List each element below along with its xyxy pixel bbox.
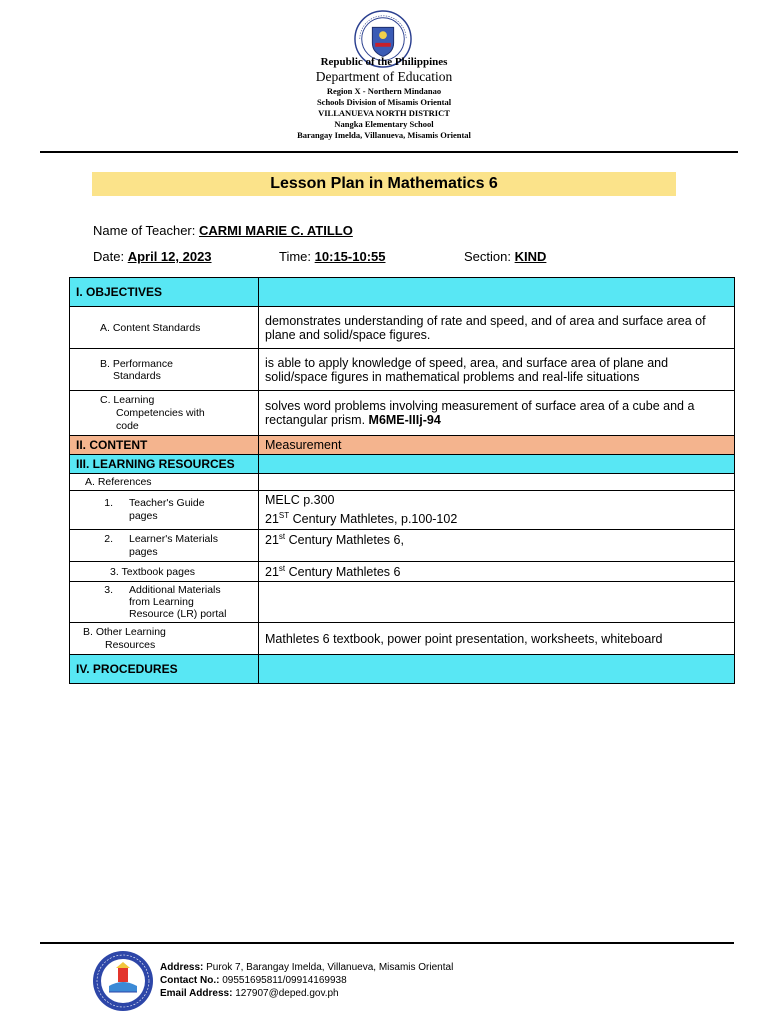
performance-standards-label: B. Performance Standards [70,349,259,391]
table-row [70,530,735,562]
learning-competencies-label: C. Learning Competencies with code [70,391,259,436]
references-label: A. References [70,474,259,491]
date-label: Date: [93,249,125,264]
time-label: Time: [279,249,312,264]
content-standards-label: A. Content Standards [70,307,259,349]
procedures-value-cell [259,655,735,684]
references-value-cell [259,474,735,491]
section-value: KIND [514,249,547,264]
additional-materials-value-cell [259,582,735,623]
teachers-guide-value: MELC p.300 21ST Century Mathletes, p.100-102 [259,491,735,530]
footer-divider [40,942,734,944]
content-standards-value: demonstrates understanding of rate and speed, and of area and surface area of plane and solid/space figures. [259,307,735,349]
teacher-name: CARMI MARIE C. ATILLO [199,223,353,238]
page-title: Lesson Plan in Mathematics 6 [92,172,676,196]
section-line [464,249,546,264]
republic-line: Republic of the Philippines [320,56,448,68]
table-row [70,655,735,684]
division-line: Schools Division of Misamis Oriental [316,97,452,107]
table-row [70,491,735,530]
table-row [70,455,735,474]
date-line [93,249,212,264]
section-label: Section: [464,249,511,264]
date-value: April 12, 2023 [127,249,212,264]
teacher-line [93,223,353,238]
content-heading: II. CONTENT [70,436,259,455]
learners-materials-value: 21st Century Mathletes 6, [259,530,735,562]
table-row [70,474,735,491]
table-row [70,582,735,623]
region-line: Region X - Northern Mindanao [326,86,442,96]
performance-standards-value: is able to apply knowledge of speed, area, and surface area of plane and solid/space figures in mathematical problems and real-life situations [259,349,735,391]
procedures-heading: IV. PROCEDURES [70,655,259,684]
table-row [70,307,735,349]
textbook-value: 21st Century Mathletes 6 [259,562,735,582]
content-value: Measurement [259,436,735,455]
table-row [70,278,735,307]
learning-resources-heading: III. LEARNING RESOURCES [70,455,259,474]
learning-resources-value-cell [259,455,735,474]
time-line [279,249,385,264]
additional-materials-label: 3. Additional Materials from Learning Resource (LR) portal [70,582,259,623]
objectives-heading: I. OBJECTIVES [70,278,259,307]
table-row [70,391,735,436]
other-resources-value: Mathletes 6 textbook, power point presentation, worksheets, whiteboard [259,623,735,655]
footer-contact: Contact No.: 09551695811/09914169938 [160,975,347,986]
lesson-plan-table [69,277,735,684]
time-value: 10:15-10:55 [314,249,386,264]
footer-contact-block [160,961,453,1000]
school-address-line: Barangay Imelda, Villanueva, Misamis Oriental [297,130,471,140]
other-resources-label: B. Other Learning Resources [70,623,259,655]
objectives-value-cell [259,278,735,307]
learners-materials-label: 2. Learner's Materials pages [70,530,259,562]
competency-code: M6ME-IIIj-94 [368,413,441,427]
school-seal-logo [92,950,154,1012]
teachers-guide-label: 1. Teacher's Guide pages [70,491,259,530]
table-row [70,562,735,582]
table-row [70,349,735,391]
header-divider [40,151,738,153]
table-row [70,436,735,455]
district-line: VILLANUEVA NORTH DISTRICT [318,108,450,118]
footer-address: Address: Purok 7, Barangay Imelda, Villanueva, Misamis Oriental [160,962,454,973]
teacher-label: Name of Teacher: [93,223,196,238]
textbook-label: 3. Textbook pages [70,562,259,582]
learning-competencies-value: solves word problems involving measurement of surface area of a cube and a rectangular prism. M6ME-IIIj-94 [259,391,735,436]
department-line: Department of Education [315,69,453,84]
footer-email: Email Address: 127907@deped.gov.ph [160,988,339,999]
school-line: Nangka Elementary School [334,119,434,129]
table-row [70,623,735,655]
